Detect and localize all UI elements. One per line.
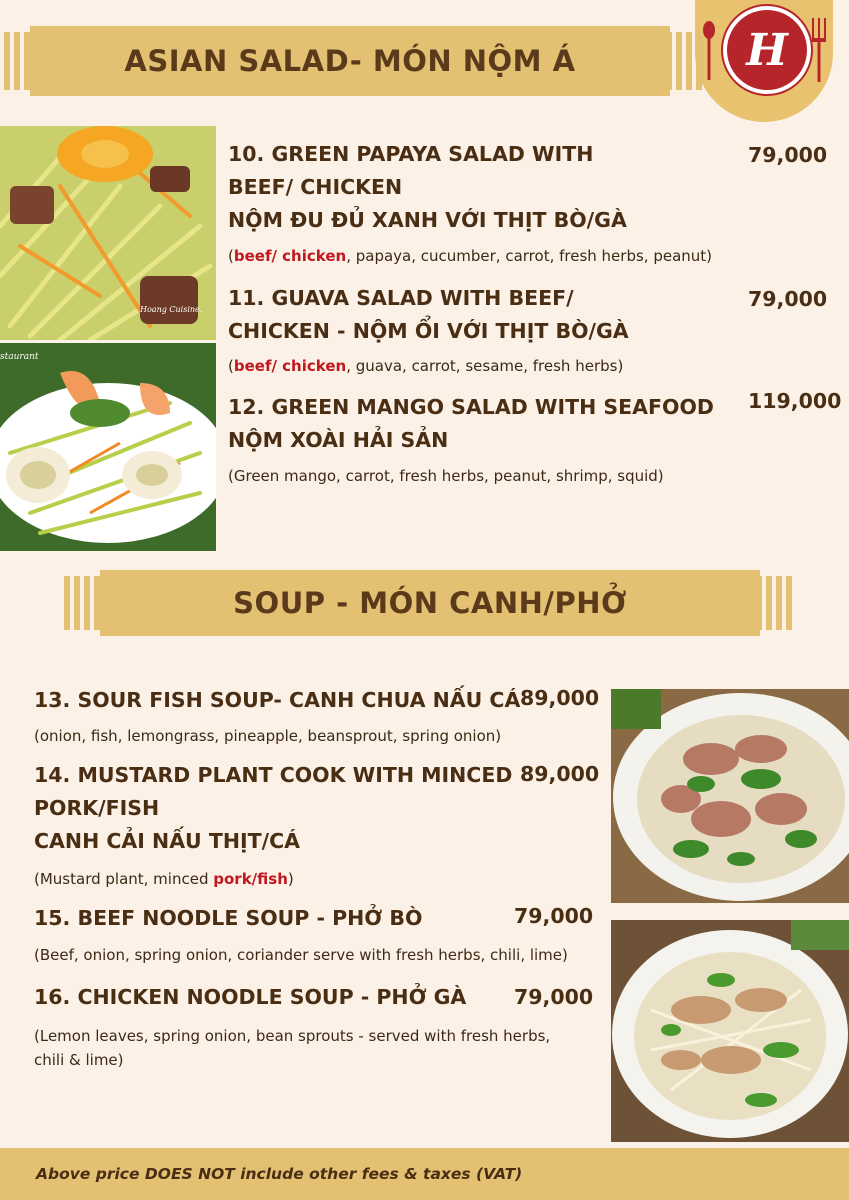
photo-watermark: Hoang Cuisine. bbox=[140, 305, 203, 314]
menu-item-price: 79,000 bbox=[514, 904, 594, 928]
menu-item-title: 12. GREEN MANGO SALAD WITH SEAFOOD NỘM XOÀI HẢI SẢN bbox=[228, 395, 714, 452]
footer-bar bbox=[0, 1148, 849, 1200]
description-text: ) bbox=[287, 870, 294, 888]
menu-item-description bbox=[34, 867, 294, 891]
menu-item-price: 89,000 bbox=[520, 762, 600, 786]
section-title-salad: ASIAN SALAD- MÓN NỘM Á bbox=[124, 44, 576, 78]
menu-item-price: 79,000 bbox=[748, 287, 828, 311]
menu-item-description: (Lemon leaves, spring onion, bean sprouts - served with fresh herbs, chili & lime) bbox=[34, 1027, 551, 1069]
description-highlight: pork/fish bbox=[213, 870, 288, 888]
section-title-soup: SOUP - MÓN CANH/PHỞ bbox=[233, 586, 627, 620]
menu-item-title: 10. GREEN PAPAYA SALAD WITH BEEF/ CHICKEN NỘM ĐU ĐỦ XANH VỚI THỊT BÒ/GÀ bbox=[228, 142, 627, 232]
description-text: , guava, carrot, sesame, fresh herbs) bbox=[346, 357, 624, 375]
menu-item-title: 14. MUSTARD PLANT COOK WITH MINCED PORK/FISH CANH CẢI NẤU THỊT/CÁ bbox=[34, 763, 513, 853]
menu-item-price: 119,000 bbox=[748, 389, 842, 413]
section-banner-soup bbox=[100, 570, 760, 636]
menu-item-description: (onion, fish, lemongrass, pineapple, beansprout, spring onion) bbox=[34, 727, 502, 745]
description-text: (Mustard plant, minced bbox=[34, 870, 214, 888]
menu-item-title: 11. GUAVA SALAD WITH BEEF/ CHICKEN - NỘM ỔI VỚI THỊT BÒ/GÀ bbox=[228, 286, 629, 343]
menu-item-description: (Green mango, carrot, fresh herbs, peanut, shrimp, squid) bbox=[228, 467, 664, 485]
logo-badge bbox=[695, 0, 833, 122]
beef-pho-photo bbox=[611, 689, 849, 903]
menu-item-description: (beef/ chicken, guava, carrot, sesame, fresh herbs) bbox=[228, 357, 624, 375]
papaya-salad-photo bbox=[0, 126, 216, 340]
chicken-pho-photo bbox=[611, 920, 849, 1142]
menu-item-price: 79,000 bbox=[748, 143, 828, 167]
description-text: , papaya, cucumber, carrot, fresh herbs, peanut) bbox=[346, 247, 713, 265]
footer-note: Above price DOES NOT include other fees & taxes (VAT) bbox=[36, 1165, 523, 1183]
restaurant-logo bbox=[723, 6, 811, 94]
menu-item-title: 15. BEEF NOODLE SOUP - PHỞ BÒ bbox=[34, 906, 423, 930]
fork-icon bbox=[811, 18, 827, 82]
logo-letter: H bbox=[746, 24, 788, 76]
menu-item-price: 89,000 bbox=[520, 686, 600, 710]
section-banner-salad bbox=[30, 26, 670, 96]
menu-item-description: (Beef, onion, spring onion, coriander serve with fresh herbs, chili, lime) bbox=[34, 946, 568, 964]
menu-item-price: 79,000 bbox=[514, 985, 594, 1009]
description-highlight: beef/ chicken bbox=[233, 357, 347, 375]
menu-item-title: 16. CHICKEN NOODLE SOUP - PHỞ GÀ bbox=[34, 985, 467, 1009]
mango-seafood-salad-photo bbox=[0, 343, 216, 551]
photo-watermark: staurant bbox=[0, 352, 39, 362]
description-highlight: beef/ chicken bbox=[233, 247, 347, 265]
menu-item-title: 13. SOUR FISH SOUP- CANH CHUA NẤU CÁ bbox=[34, 688, 521, 712]
menu-item-description: (beef/ chicken, papaya, cucumber, carrot, fresh herbs, peanut) bbox=[228, 247, 713, 265]
